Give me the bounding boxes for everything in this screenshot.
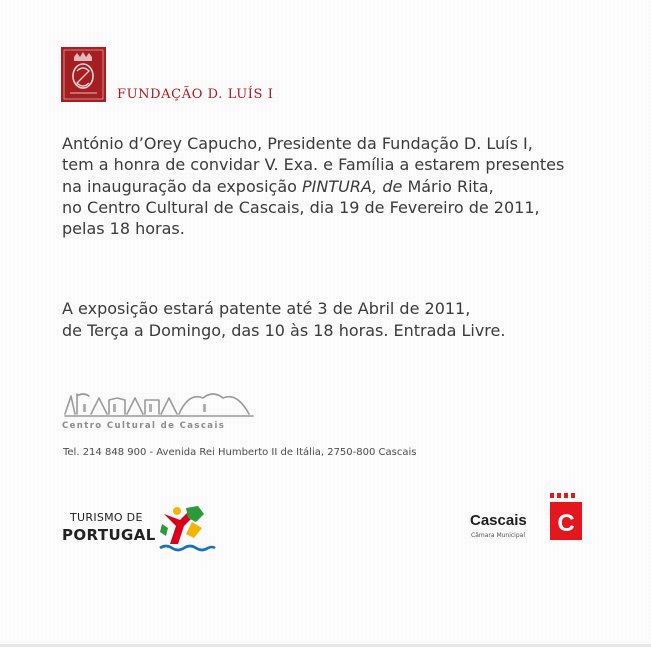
invitation-text	[62, 133, 582, 239]
invitation-line-4: no Centro Cultural de Cascais, dia 19 de Fevereiro de 2011,	[62, 197, 540, 217]
venue-contact: Tel. 214 848 900 - Avenida Rei Humberto II de Itália, 2750-800 Cascais	[63, 447, 417, 458]
cascais-subtitle: Câmara Municipal	[471, 532, 526, 539]
centro-cultural-logo-text: Centro Cultural de Cascais	[62, 421, 226, 431]
invitation-line-5: pelas 18 horas.	[62, 219, 185, 239]
invitation-line-3	[62, 176, 582, 197]
exhibition-info-line-1: A exposição estará patente até 3 de Abril de 2011,	[62, 299, 471, 318]
invitation-line-3-start: na inauguração da exposição	[62, 176, 302, 196]
foundation-name: FUNDAÇÃO D. LUÍS I	[117, 87, 274, 102]
exhibition-info-line-2: de Terça a Domingo, das 10 às 18 horas. Entrada Livre.	[62, 321, 506, 340]
invitation-line-1: António d’Orey Capucho, Presidente da Fundação D. Luís I,	[62, 134, 533, 153]
invitation-line-3-end: Mário Rita,	[402, 176, 494, 196]
cascais-letter: C	[557, 510, 575, 537]
cascais-c-mark-icon	[547, 493, 583, 543]
exhibition-info	[62, 298, 505, 342]
exhibition-title: PINTURA, de	[302, 176, 403, 196]
turismo-logo-bottom: PORTUGAL	[62, 526, 156, 544]
turismo-portugal-mark-icon	[158, 504, 216, 556]
invitation-line-2: tem a honra de convidar V. Exa. e Família a estarem presentes	[62, 155, 565, 175]
turismo-logo-top: TURISMO DE	[70, 511, 143, 524]
foundation-crest-icon	[61, 47, 106, 102]
cascais-wordmark: Cascais	[470, 512, 527, 529]
